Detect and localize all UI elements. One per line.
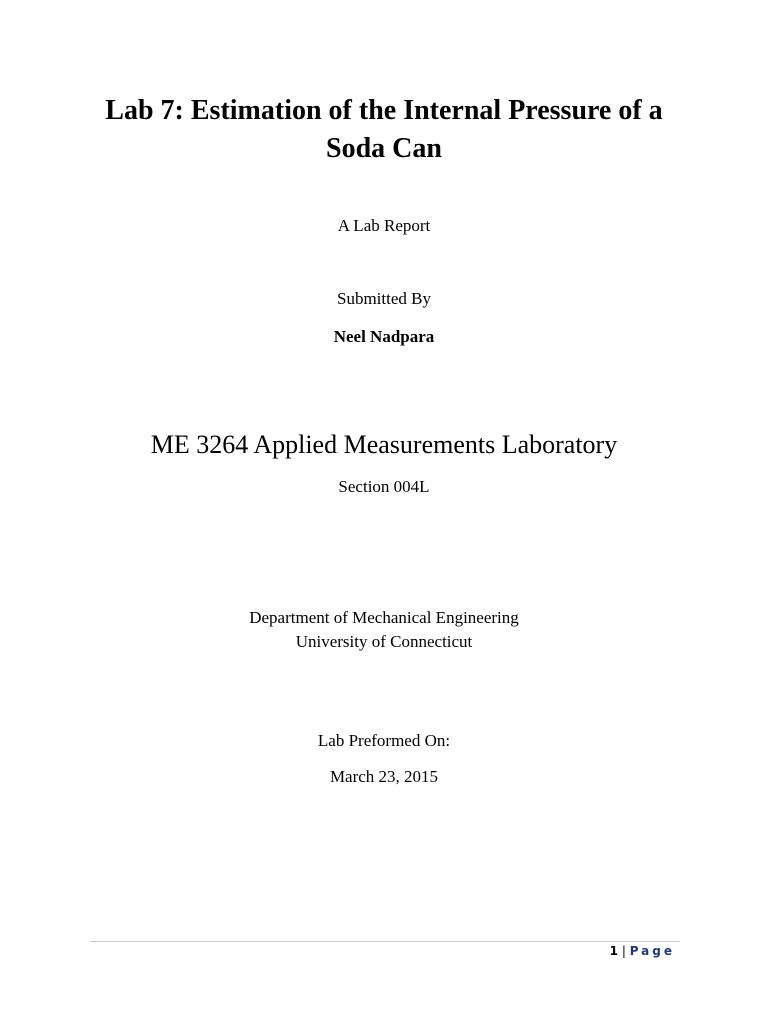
university-name: University of Connecticut: [295, 632, 473, 651]
submitted-by-label: Submitted By: [337, 289, 431, 308]
report-subtitle: A Lab Report: [337, 216, 431, 235]
performed-on-label: Lab Preformed On:: [317, 731, 451, 750]
footer-divider: [90, 941, 680, 942]
report-title: Lab 7: Estimation of the Internal Pressure of a Soda Can: [105, 95, 663, 164]
author-name: Neel Nadpara: [333, 327, 435, 346]
page-number: 1: [609, 944, 618, 958]
footer-separator: |: [621, 944, 626, 958]
page-footer: [610, 942, 675, 960]
department-name: Department of Mechanical Engineering: [249, 608, 519, 627]
performed-date: March 23, 2015: [329, 767, 439, 786]
course-title: ME 3264 Applied Measurements Laboratory: [150, 430, 618, 459]
page-label: Page: [629, 944, 675, 958]
section-number: Section 004L: [338, 477, 430, 496]
